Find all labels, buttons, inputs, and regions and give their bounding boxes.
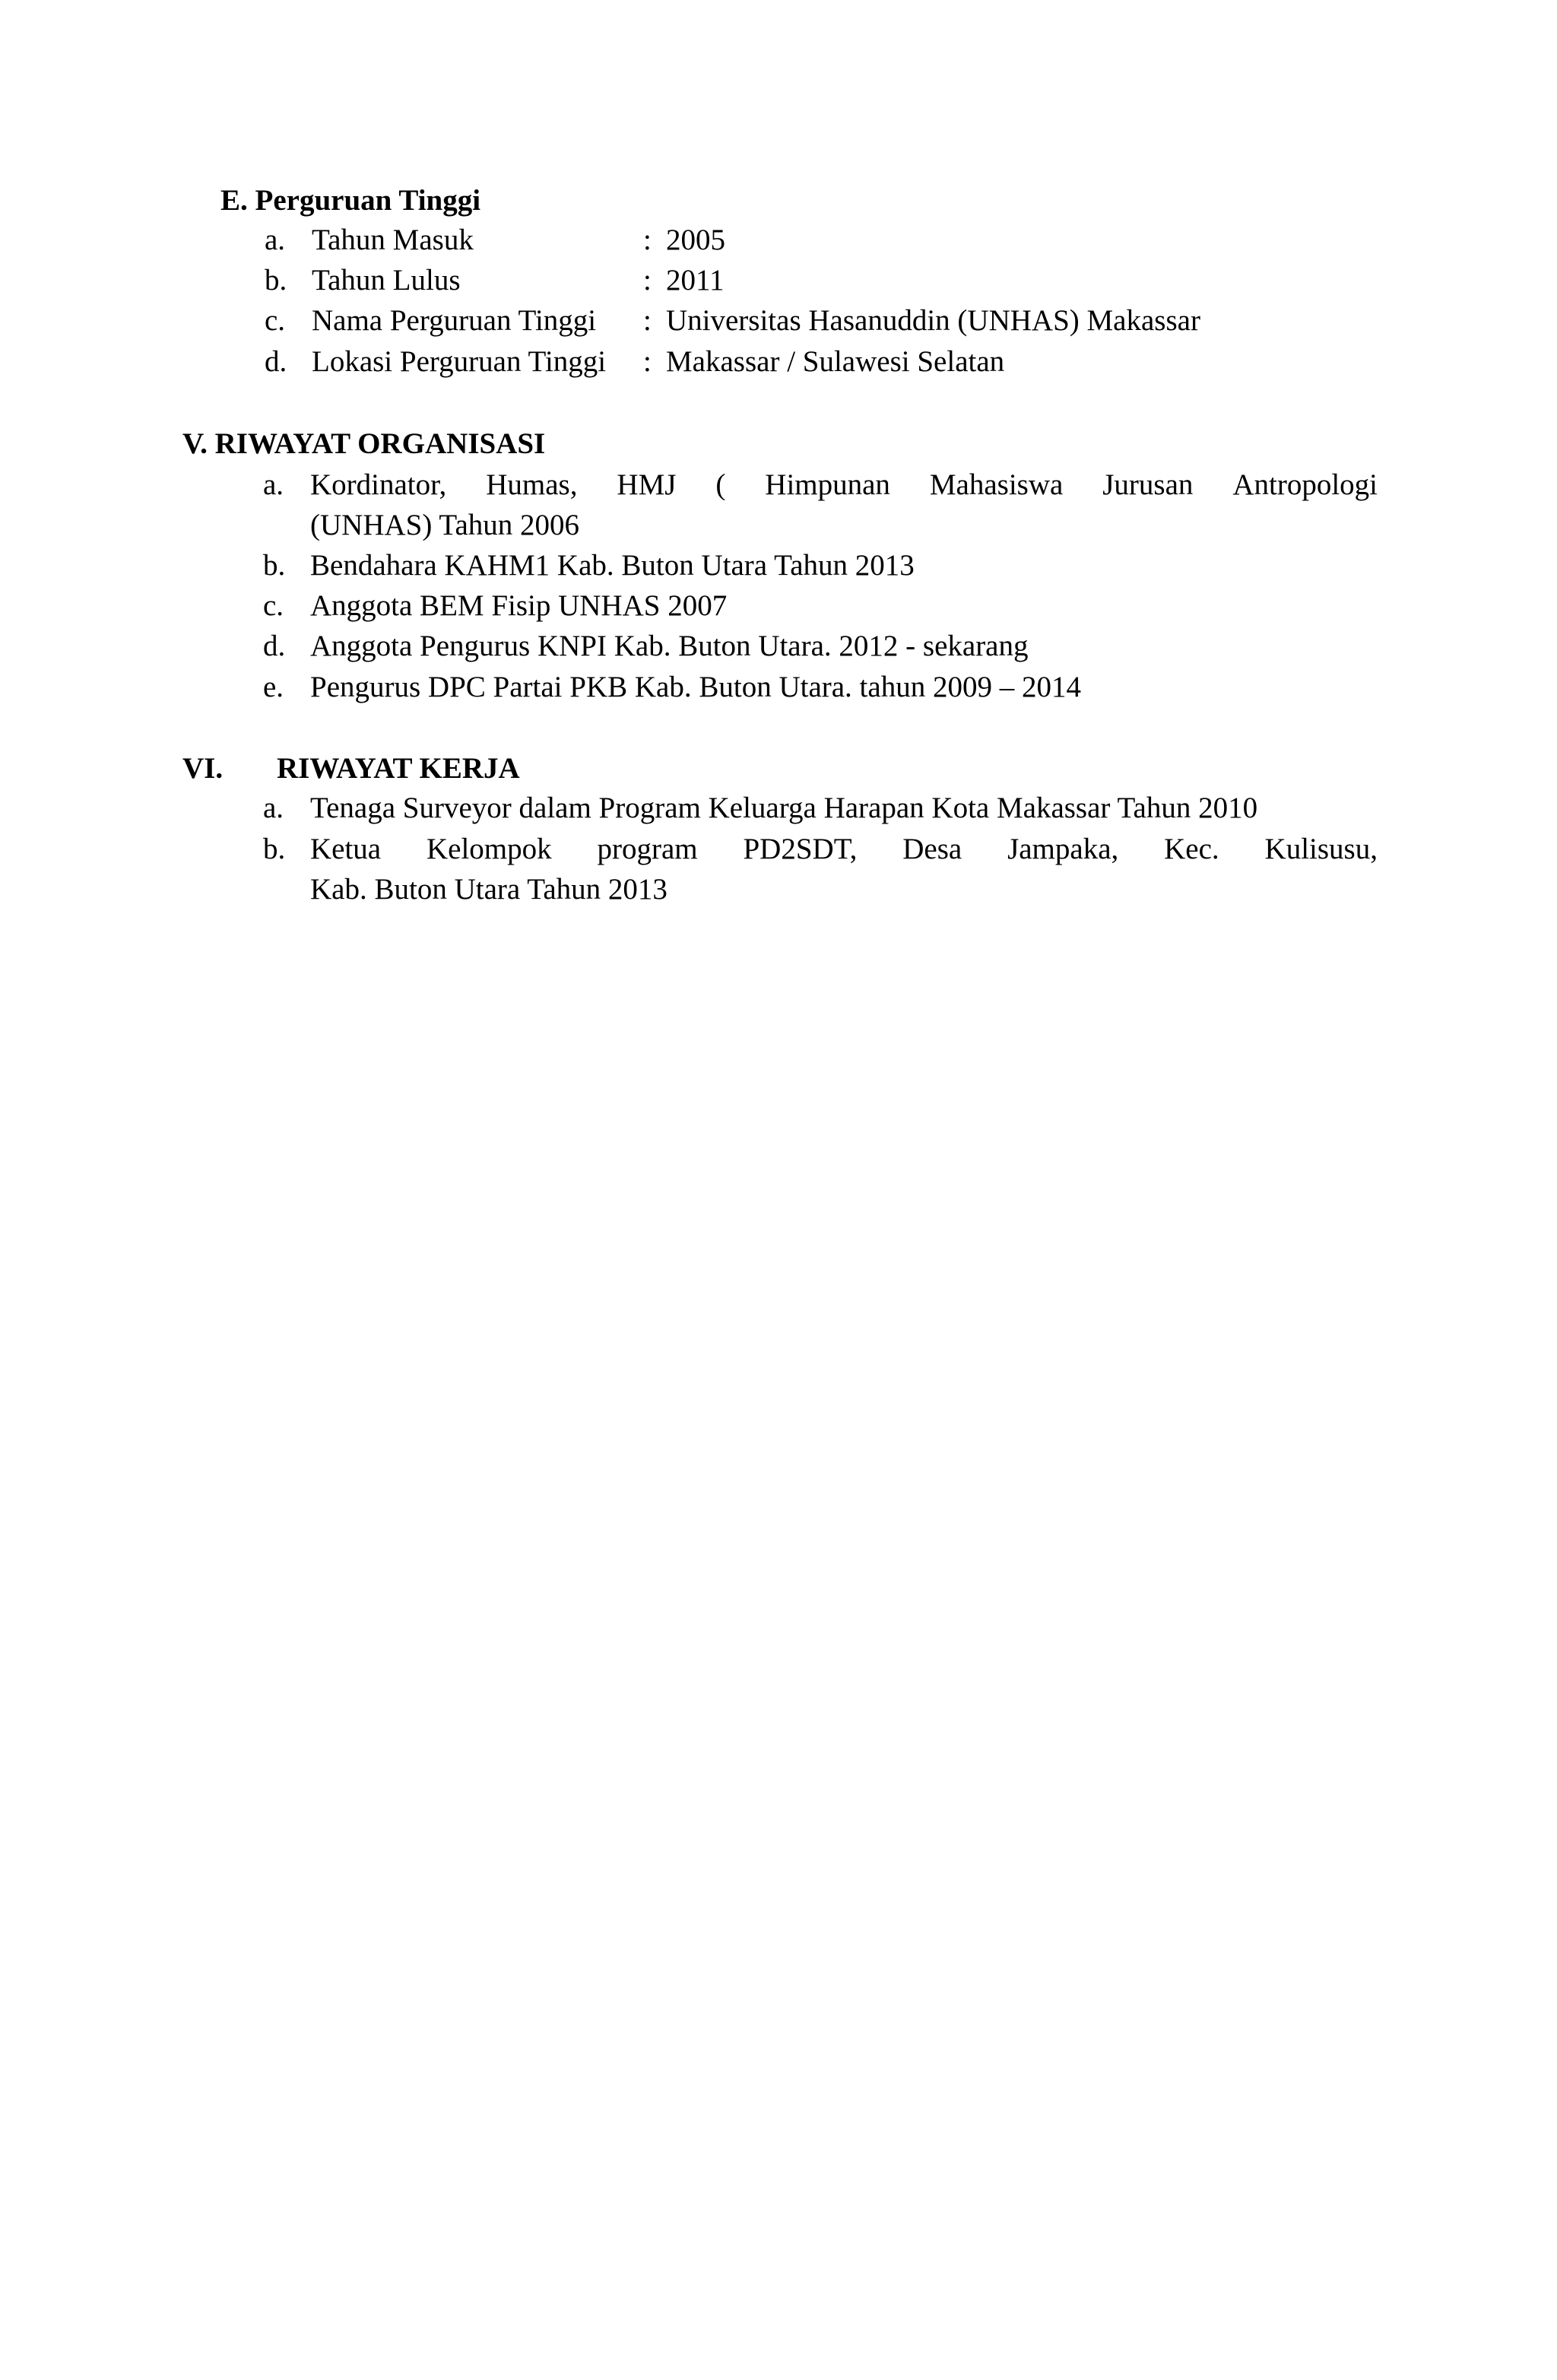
row-label: Nama Perguruan Tinggi: [312, 304, 597, 337]
row-letter: a.: [265, 224, 286, 256]
item-text-justified: [310, 834, 1378, 864]
item-word: Desa: [902, 833, 962, 865]
row-label: Lokasi Perguruan Tinggi: [312, 345, 607, 378]
education-row: [265, 306, 1329, 341]
item-word: Antropologi: [1232, 468, 1378, 501]
item-text: Pengurus DPC Partai PKB Kab. Buton Utara. tahun 2009 – 2014: [310, 671, 1081, 703]
item-word: Kelompok: [426, 833, 552, 865]
section-e-heading: E. Perguruan Tinggi: [220, 184, 481, 217]
row-value: 2005: [666, 224, 725, 256]
row-colon: :: [643, 264, 652, 297]
row-colon: :: [643, 224, 652, 256]
item-word: (: [715, 468, 726, 501]
item-text-justified: [310, 470, 1378, 500]
row-colon: :: [643, 345, 652, 378]
item-letter: d.: [263, 630, 286, 662]
item-continuation: Kab. Buton Utara Tahun 2013: [310, 873, 668, 906]
education-row: [265, 347, 1329, 382]
section-vi-heading: RIWAYAT KERJA: [277, 752, 520, 785]
item-word: program: [597, 833, 698, 865]
education-row: [265, 265, 1329, 300]
row-value: Universitas Hasanuddin (UNHAS) Makassar: [666, 304, 1200, 337]
row-letter: c.: [265, 304, 286, 337]
section-vi-number: VI.: [182, 752, 224, 785]
item-letter: e.: [263, 671, 284, 703]
item-letter: b.: [263, 549, 286, 582]
item-word: Humas,: [486, 468, 578, 501]
item-word: Ketua: [310, 833, 382, 865]
row-value: Makassar / Sulawesi Selatan: [666, 345, 1005, 378]
row-letter: b.: [265, 264, 287, 297]
item-word: HMJ: [617, 468, 677, 501]
item-continuation: (UNHAS) Tahun 2006: [310, 509, 580, 541]
item-text: Anggota BEM Fisip UNHAS 2007: [310, 589, 728, 622]
item-word: Mahasiswa: [929, 468, 1064, 501]
item-word: Kulisusu,: [1264, 833, 1378, 865]
item-word: Jampaka,: [1007, 833, 1119, 865]
education-row: [265, 225, 1329, 260]
row-value: 2011: [666, 264, 725, 297]
row-colon: :: [643, 304, 652, 337]
item-word: Himpunan: [765, 468, 890, 501]
item-text: Tenaga Surveyor dalam Program Keluarga Harapan Kota Makassar Tahun 2010: [310, 792, 1258, 824]
item-word: PD2SDT,: [743, 833, 858, 865]
item-text: Bendahara KAHM1 Kab. Buton Utara Tahun 2013: [310, 549, 915, 582]
item-word: Kordinator,: [310, 468, 447, 501]
item-word: Jurusan: [1102, 468, 1194, 501]
row-label: Tahun Lulus: [312, 264, 461, 297]
section-v-heading: V. RIWAYAT ORGANISASI: [182, 427, 546, 460]
item-letter: c.: [263, 589, 284, 622]
item-text: Anggota Pengurus KNPI Kab. Buton Utara. 2012 - sekarang: [310, 630, 1029, 662]
item-word: Kec.: [1164, 833, 1219, 865]
item-letter: a.: [263, 792, 284, 824]
row-letter: d.: [265, 345, 287, 378]
row-label: Tahun Masuk: [312, 224, 474, 256]
item-letter: b.: [263, 833, 286, 865]
item-letter: a.: [263, 468, 284, 501]
